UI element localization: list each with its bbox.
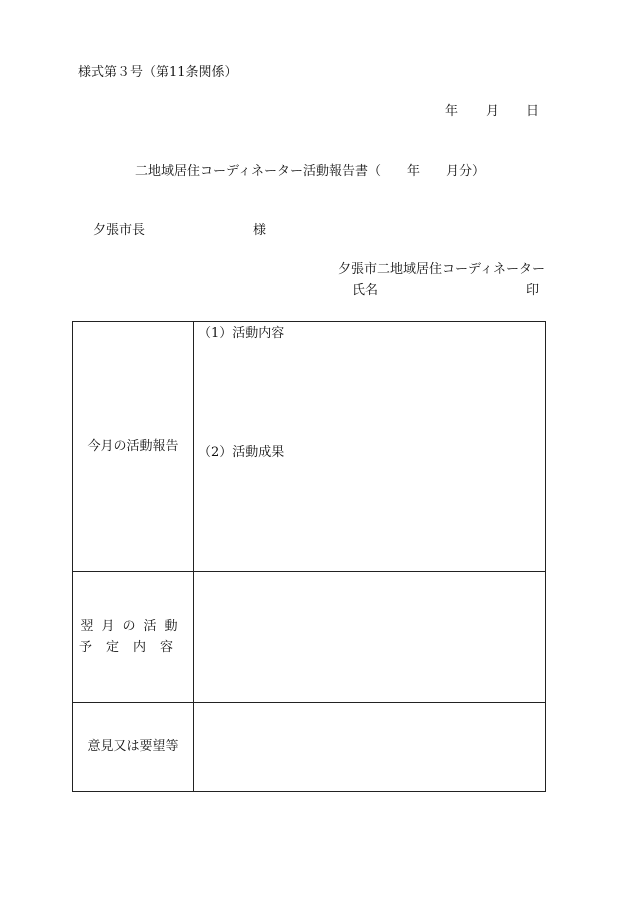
document-title: 二地域居住コーディネーター活動報告書（ 年 月分） (135, 164, 485, 179)
seal-mark: 印 (526, 283, 540, 298)
sender-role: 夕張市二地域居住コーディネーター (338, 262, 545, 277)
activity-results-heading: （2）活動成果 (198, 445, 285, 460)
addressee-honorific: 様 (253, 223, 267, 238)
form-number: 様式第３号（第11条関係） (78, 65, 238, 80)
date-day: 日 (526, 104, 540, 119)
date-month: 月 (486, 104, 500, 119)
row-label-next-month-line1: 翌月の活動 (80, 619, 186, 634)
row-divider (73, 702, 545, 703)
column-divider (193, 322, 194, 791)
report-table (72, 321, 546, 792)
row-label-this-month-report: 今月の活動報告 (87, 439, 179, 454)
addressee-name: 夕張市長 (93, 223, 146, 238)
activity-content-heading: （1）活動内容 (198, 326, 285, 341)
row-label-next-month-line2: 予定内容 (78, 640, 187, 655)
date-year: 年 (445, 104, 459, 119)
row-label-opinions: 意見又は要望等 (87, 739, 179, 754)
sender-name-label: 氏名 (352, 283, 379, 298)
row-divider (73, 571, 545, 572)
